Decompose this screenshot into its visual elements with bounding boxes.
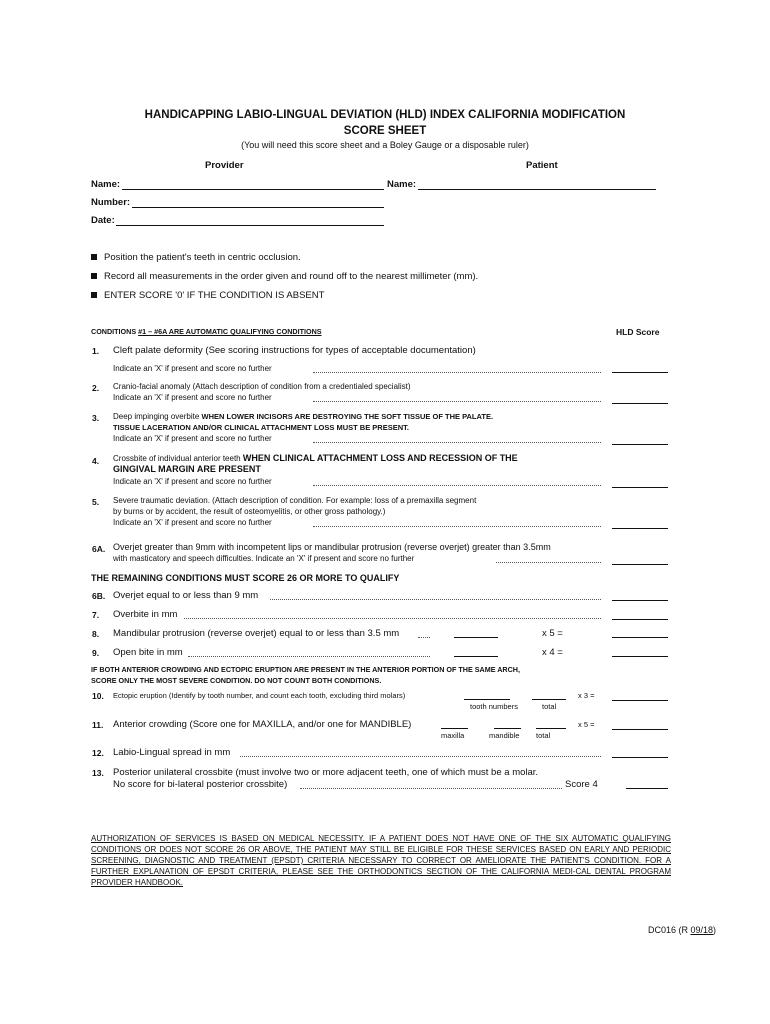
form-number: DC016 (R 09/18) — [648, 925, 717, 935]
score-4-label: Score 4 — [565, 779, 598, 790]
score-field-6b[interactable] — [612, 600, 668, 601]
item-number: 2. — [92, 383, 100, 393]
condition-text-2: No score for bi-lateral posterior crossbite) — [113, 779, 288, 790]
instruction-item: ENTER SCORE '0' IF THE CONDITION IS ABSENT — [91, 290, 324, 301]
crowding-note-2: SCORE ONLY THE MOST SEVERE CONDITION. DO NOT COUNT BOTH CONDITIONS. — [91, 676, 382, 685]
score-field-11[interactable] — [612, 729, 668, 730]
item-number: 4. — [92, 456, 100, 466]
score-field-4[interactable] — [612, 487, 668, 488]
multiplier: x 3 = — [578, 691, 595, 700]
score-field-8[interactable] — [612, 637, 668, 638]
item-number: 9. — [92, 648, 100, 658]
item-number: 11. — [92, 720, 104, 730]
condition-text: Severe traumatic deviation. (Attach description of condition. For example: loss of a premaxilla segment — [113, 496, 477, 505]
patient-name-label: Name: — [387, 179, 417, 190]
instruction-item: Position the patient's teeth in centric occlusion. — [91, 252, 301, 263]
bullet-icon — [91, 292, 97, 298]
condition-text: Overbite in mm — [113, 609, 178, 620]
tooth-total-field[interactable] — [532, 699, 566, 700]
condition-text: Overjet greater than 9mm with incompetent lips or mandibular protrusion (reverse overjet) greater than 3.5mm — [113, 542, 551, 552]
maxilla-field[interactable] — [441, 728, 468, 729]
measure-field-9[interactable] — [454, 656, 498, 657]
provider-name-field[interactable] — [122, 189, 384, 190]
tooth-numbers-label: tooth numbers — [470, 702, 518, 711]
mandible-field[interactable] — [494, 728, 521, 729]
condition-text: Ectopic eruption (Identify by tooth number, and count each tooth, excluding third molars) — [113, 691, 406, 700]
score-field-2[interactable] — [612, 403, 668, 404]
item-number: 1. — [92, 346, 100, 356]
item-number: 12. — [92, 748, 104, 758]
condition-text: Anterior crowding (Score one for MAXILLA, and/or one for MANDIBLE) — [113, 719, 412, 730]
item-number: 10. — [92, 691, 104, 701]
patient-heading: Patient — [526, 160, 558, 171]
condition-text: Cleft palate deformity (See scoring instructions for types of acceptable documentation) — [113, 345, 476, 356]
authorization-notice: AUTHORIZATION OF SERVICES IS BASED ON MEDICAL NECESSITY. IF A PATIENT DOES NOT HAVE ONE OF THE SIX AUTOMATIC QUALIFYING CONDITIONS OR DOES NOT SCORE 26 OR ABOVE, THE PATIENT MAY STILL BE ELIGIBLE FOR THESE SERVICES BASED ON EARLY AND PERIODIC SCREENING, DIAGNOSTIC AND TREATMENT (EPSDT) CRITERIA NECESSARY TO CORRECT OR AMELIORATE THE PATIENT'S CONDITION. FOR A FURTHER EXPLANATION OF EPSDT CRITERIA, PLEASE SEE THE ORTHODONTICS SECTION OF THE CALIFORNIA MEDI-CAL DENTAL PROGRAM PROVIDER HANDBOOK. — [91, 834, 671, 887]
condition-text: Posterior unilateral crossbite (must involve two or more adjacent teeth, one of which must be a molar. — [113, 767, 539, 778]
provider-date-label: Date: — [91, 215, 115, 226]
score-field-3[interactable] — [612, 444, 668, 445]
provider-number-field[interactable] — [132, 207, 384, 208]
instruction-item: Record all measurements in the order given and round off to the nearest millimeter (mm). — [91, 271, 478, 282]
page-title-2: SCORE SHEET — [343, 125, 427, 137]
conditions-heading: CONDITIONS #1 – #6A ARE AUTOMATIC QUALIFYING CONDITIONS — [91, 327, 322, 336]
score-field-6a[interactable] — [612, 564, 668, 565]
provider-date-field[interactable] — [116, 225, 384, 226]
item-number: 5. — [92, 497, 100, 507]
item-number: 6B. — [92, 591, 106, 601]
patient-name-field[interactable] — [418, 189, 656, 190]
item-number: 13. — [92, 768, 104, 778]
item-number: 7. — [92, 610, 100, 620]
tooth-numbers-field[interactable] — [464, 699, 510, 700]
score-field-13[interactable] — [626, 788, 668, 789]
mandible-label: mandible — [489, 731, 520, 740]
condition-text-2: with masticatory and speech difficulties. Indicate an 'X' if present and score no further — [113, 554, 415, 563]
condition-indicate: Indicate an 'X' if present and score no further — [113, 364, 272, 373]
score-field-9[interactable] — [612, 656, 668, 657]
provider-name-label: Name: — [91, 179, 121, 190]
condition-text-2: GINGIVAL MARGIN ARE PRESENT — [113, 464, 261, 474]
item-number: 8. — [92, 629, 100, 639]
condition-text: Crossbite of individual anterior teeth WHEN CLINICAL ATTACHMENT LOSS AND RECESSION OF THE — [113, 453, 518, 463]
multiplier: x 5 = — [542, 628, 563, 639]
maxilla-label: maxilla — [441, 731, 465, 740]
condition-text: Overjet equal to or less than 9 mm — [113, 590, 259, 601]
provider-heading: Provider — [205, 160, 244, 171]
score-field-1[interactable] — [612, 372, 668, 373]
remaining-heading: THE REMAINING CONDITIONS MUST SCORE 26 OR MORE TO QUALIFY — [91, 573, 400, 583]
condition-indicate: Indicate an 'X' if present and score no further — [113, 434, 272, 443]
condition-text: Mandibular protrusion (reverse overjet) equal to or less than 3.5 mm — [113, 628, 400, 639]
condition-text: Open bite in mm — [113, 647, 183, 658]
condition-text: Deep impinging overbite WHEN LOWER INCISORS ARE DESTROYING THE SOFT TISSUE OF THE PALATE. — [113, 412, 494, 421]
score-field-10[interactable] — [612, 700, 668, 701]
score-field-5[interactable] — [612, 528, 668, 529]
condition-indicate: Indicate an 'X' if present and score no further — [113, 518, 272, 527]
condition-text: Cranio-facial anomaly (Attach description of condition from a credentialed specialist) — [113, 382, 411, 391]
score-field-12[interactable] — [612, 757, 668, 758]
measure-field-8[interactable] — [454, 637, 498, 638]
crowding-total-field[interactable] — [536, 728, 566, 729]
page-title: HANDICAPPING LABIO-LINGUAL DEVIATION (HLD) INDEX CALIFORNIA MODIFICATION — [144, 109, 626, 121]
bullet-icon — [91, 254, 97, 260]
total-label: total — [536, 731, 551, 740]
condition-indicate: Indicate an 'X' if present and score no further — [113, 393, 272, 402]
item-number: 3. — [92, 413, 100, 423]
crowding-note: IF BOTH ANTERIOR CROWDING AND ECTOPIC ERUPTION ARE PRESENT IN THE ANTERIOR PORTION OF THE SAME ARCH, — [91, 665, 520, 674]
item-number: 6A. — [92, 544, 106, 554]
total-label: total — [542, 702, 557, 711]
score-field-7[interactable] — [612, 619, 668, 620]
hld-score-label: HLD Score — [616, 327, 660, 337]
multiplier: x 5 = — [578, 720, 595, 729]
multiplier: x 4 = — [542, 647, 563, 658]
condition-text-2: TISSUE LACERATION AND/OR CLINICAL ATTACHMENT LOSS MUST BE PRESENT. — [113, 423, 409, 432]
condition-indicate: Indicate an 'X' if present and score no further — [113, 477, 272, 486]
condition-text: Labio-Lingual spread in mm — [113, 747, 231, 758]
provider-number-label: Number: — [91, 197, 131, 208]
subtitle: (You will need this score sheet and a Boley Gauge or a disposable ruler) — [241, 140, 529, 150]
bullet-icon — [91, 273, 97, 279]
condition-text-2: by burns or by accident, the result of osteomyelitis, or other gross pathology.) — [113, 507, 386, 516]
